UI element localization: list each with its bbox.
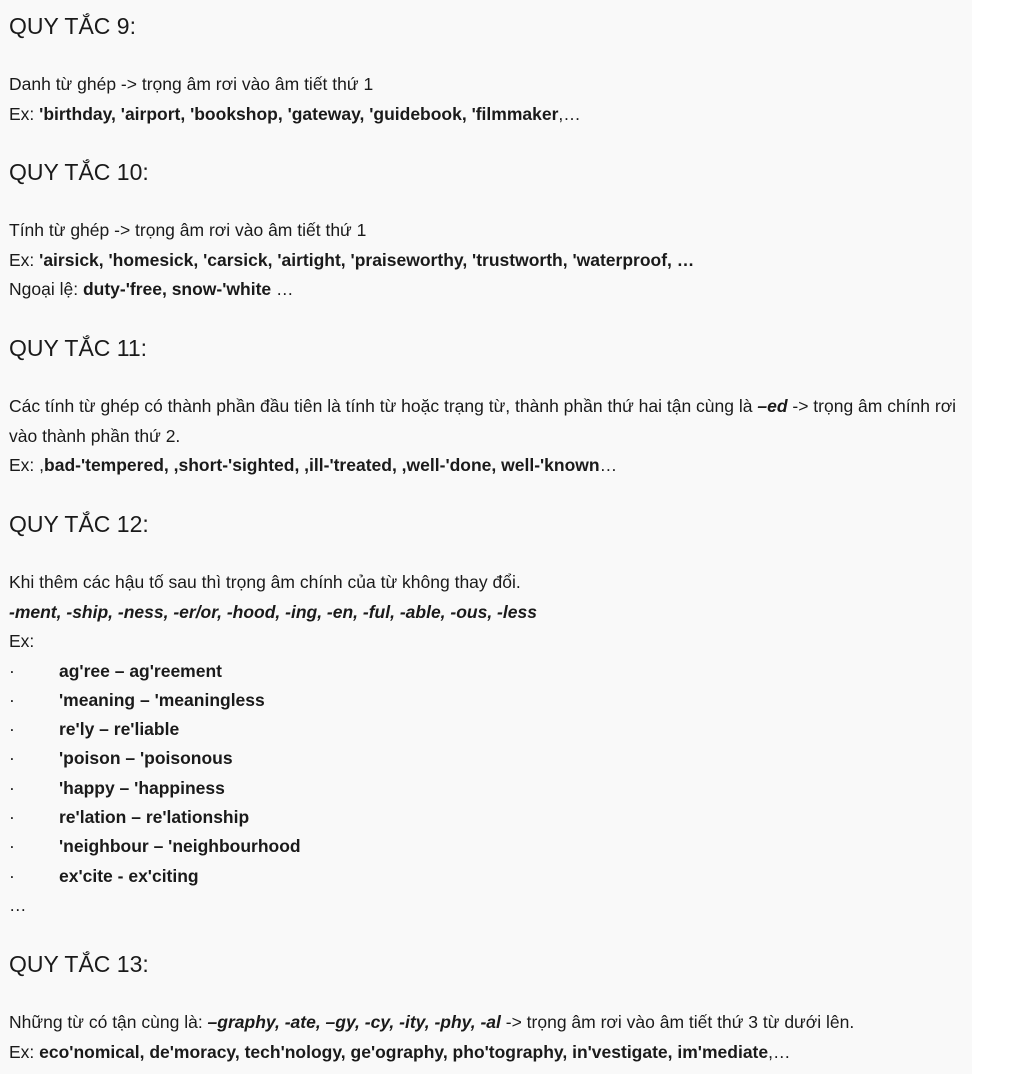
example-words: 'birthday, 'airport, 'bookshop, 'gateway, 'guidebook, 'filmmaker — [39, 103, 559, 124]
example-pair: ag'ree – ag'reement — [59, 660, 222, 681]
rule-10-description: Tính từ ghép -> trọng âm rơi vào âm tiết thứ 1 — [9, 220, 367, 240]
ex-label: Ex: — [9, 103, 40, 124]
example-pair: 'neighbour – 'neighbourhood — [59, 836, 301, 857]
rule-12-suffix-list: -ment, -ship, -ness, -er/or, -hood, -ing, -en, -ful, -able, -ous, -less — [9, 601, 537, 622]
description-text: Các tính từ ghép có thành phần đầu tiên là tính từ hoặc trạng từ, thành phần thứ hai tận cùng là — [9, 396, 758, 416]
list-item — [9, 862, 972, 891]
description-text-end: -> trọng âm chính rơi vào thành phần thứ 2. — [9, 396, 957, 446]
example-pair: 'happy – 'happiness — [59, 777, 225, 798]
suffix-list: –graphy, -ate, –gy, -cy, -ity, -phy, -al — [207, 1012, 501, 1032]
list-item — [9, 686, 972, 715]
description-text: Những từ có tận cùng là: — [9, 1012, 208, 1032]
rule-12-ex-label: Ex: — [9, 631, 35, 651]
rule-10-exception — [9, 275, 972, 305]
bullet: · — [9, 865, 15, 886]
example-words: eco'nomical, de'moracy, tech'nology, ge'ography, pho'tography, in'vestigate, im'mediate — [39, 1041, 769, 1062]
list-item — [9, 774, 972, 803]
ellipsis: … — [599, 455, 618, 475]
suffix-ed: –ed — [757, 396, 788, 416]
bullet: · — [9, 777, 15, 798]
example-pair: re'ly – re'liable — [59, 719, 180, 740]
list-item — [9, 803, 972, 832]
example-pair: re'lation – re'lationship — [59, 806, 250, 827]
list-item — [9, 832, 972, 861]
ellipsis: … — [271, 279, 294, 299]
list-item — [9, 715, 972, 744]
rule-9-section — [9, 12, 972, 129]
exception-label: Ngoại lệ: — [9, 279, 83, 299]
bullet: · — [9, 689, 15, 710]
bullet: · — [9, 660, 15, 681]
rule-10-examples — [9, 246, 972, 276]
example-pair: ex'cite - ex'citing — [59, 865, 199, 886]
rule-11-section — [9, 334, 972, 481]
rule-10-heading: QUY TẮC 10: — [9, 159, 149, 185]
rule-9-heading: QUY TẮC 9: — [9, 13, 136, 39]
rule-9-examples — [9, 100, 972, 130]
rule-10-section — [9, 158, 972, 305]
list-item — [9, 744, 972, 773]
rule-13-examples — [9, 1038, 972, 1068]
rule-12-example-list — [9, 657, 972, 891]
rule-9-description: Danh từ ghép -> trọng âm rơi vào âm tiết thứ 1 — [9, 74, 374, 94]
rule-11-heading: QUY TẮC 11: — [9, 335, 148, 361]
ellipsis: ,… — [558, 103, 581, 124]
example-pair: 'meaning – 'meaningless — [59, 689, 265, 710]
example-words: 'airsick, 'homesick, 'carsick, 'airtight, 'praiseworthy, 'trustworth, 'waterproof, … — [39, 249, 695, 270]
example-pair: 'poison – 'poisonous — [59, 748, 233, 769]
bullet: · — [9, 719, 15, 740]
rule-12-ellipsis: … — [9, 894, 27, 915]
rule-13-heading: QUY TẮC 13: — [9, 951, 149, 977]
ex-label: Ex: , — [9, 455, 45, 475]
rule-13-description — [9, 1008, 972, 1038]
list-item — [9, 657, 972, 686]
rule-12-description: Khi thêm các hậu tố sau thì trọng âm chính của từ không thay đổi. — [9, 572, 521, 592]
bullet: · — [9, 806, 15, 827]
ex-label: Ex: — [9, 1041, 40, 1062]
bullet: · — [9, 748, 15, 769]
rule-11-examples — [9, 451, 972, 481]
rule-13-section — [9, 950, 972, 1067]
rule-11-description — [9, 392, 972, 451]
exception-words: duty-'free, snow-'white — [82, 279, 272, 299]
description-text-end: -> trọng âm rơi vào âm tiết thứ 3 từ dưới lên. — [500, 1012, 855, 1032]
rule-12-section — [9, 510, 972, 920]
bullet: · — [9, 836, 15, 857]
ellipsis: ,… — [768, 1041, 791, 1062]
rule-12-heading: QUY TẮC 12: — [9, 511, 149, 537]
example-words: bad-'tempered, ,short-'sighted, ,ill-'treated, ,well-'done, well-'known — [44, 455, 600, 475]
ex-label: Ex: — [9, 249, 40, 270]
